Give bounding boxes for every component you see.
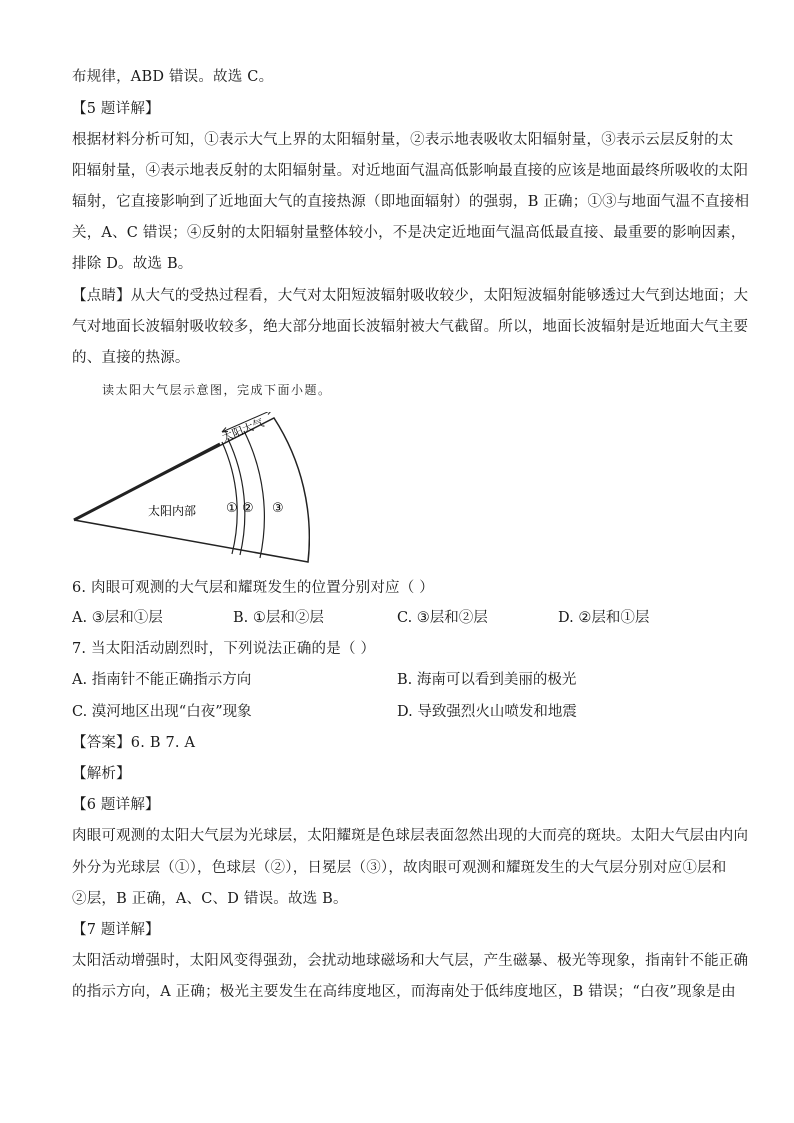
text-line: 气对地面长波辐射吸收较多，绝大部分地面长波辐射被大气截留。所以，地面长波辐射是近地面大气主要 [72, 319, 749, 335]
layer3-label: ③ [272, 501, 284, 516]
question-7-stem: 7. 当太阳活动剧烈时，下列说法正确的是（ ） [72, 641, 376, 657]
sun-atmosphere-diagram [70, 412, 310, 572]
q7-option-d: D. 导致强烈火山喷发和地震 [397, 704, 577, 720]
text-line: 外分为光球层（①），色球层（②），日冕层（③），故肉眼可观测和耀斑发生的大气层分别对应①层和 [72, 860, 727, 876]
diagram-intro: 读太阳大气层示意图，完成下面小题。 [102, 383, 332, 397]
section-heading: 【5 题详解】 [72, 101, 160, 117]
text-line: 太阳活动增强时，太阳风变得强劲，会扰动地球磁场和大气层，产生磁暴、极光等现象，指南针不能正确 [72, 953, 749, 969]
text-line: 辐射，它直接影响到了近地面大气的直接热源（即地面辐射）的强弱，B 正确；①③与地面气温不直接相 [72, 194, 750, 210]
text-line: 的、直接的热源。 [72, 350, 190, 366]
answer-line: 【答案】6. B 7. A [72, 735, 196, 751]
text-line: 布规律，ABD 错误。故选 C。 [72, 69, 274, 85]
section-heading: 【7 题详解】 [72, 922, 160, 938]
q7-option-c: C. 漠河地区出现“白夜”现象 [72, 704, 252, 720]
sun-wedge-outline [74, 418, 309, 562]
q6-option-a: A. ③层和①层 [72, 610, 163, 626]
interior-label: 太阳内部 [148, 504, 197, 518]
text-line: 关，A、C 错误；④反射的太阳辐射量整体较小，不是决定近地面气温高低最直接、最重要的影响因素， [72, 225, 746, 241]
analysis-heading: 【解析】 [72, 766, 131, 782]
text-line: 的指示方向，A 正确；极光主要发生在高纬度地区，而海南处于低纬度地区，B 错误；“白夜”现象是由 [72, 984, 736, 1000]
text-line: ②层，B 正确，A、C、D 错误。故选 B。 [72, 891, 348, 907]
layer3-arc [244, 431, 264, 558]
text-line: 排除 D。故选 B。 [72, 256, 193, 272]
q7-option-b: B. 海南可以看到美丽的极光 [397, 672, 577, 688]
text-line: 阳辐射量，④表示地表反射的太阳辐射量。对近地面气温高低影响最直接的应该是地面最终所吸收的太阳 [72, 163, 749, 179]
interior-boundary-line [74, 444, 220, 520]
text-line: 根据材料分析可知，①表示大气上界的太阳辐射量，②表示地表吸收太阳辐射量，③表示云层反射的太 [72, 132, 734, 148]
layer2-label: ② [242, 501, 254, 516]
text-line: 肉眼可观测的太阳大气层为光球层，太阳耀斑是色球层表面忽然出现的大而亮的斑块。太阳大气层由内向 [72, 828, 749, 844]
layer1-arc [222, 442, 237, 554]
layer1-label: ① [226, 501, 238, 516]
question-6-stem: 6. 肉眼可观测的大气层和耀斑发生的位置分别对应（ ） [72, 580, 434, 596]
q6-option-b: B. ①层和②层 [233, 610, 324, 626]
section-heading: 【6 题详解】 [72, 797, 160, 813]
q6-option-d: D. ②层和①层 [558, 610, 650, 626]
atmosphere-label: 太阳大气 [220, 416, 266, 445]
tip-line: 【点睛】从大气的受热过程看，大气对太阳短波辐射吸收较少，太阳短波辐射能够透过大气到达地面；大 [72, 288, 749, 304]
q7-option-a: A. 指南针不能正确指示方向 [72, 672, 252, 688]
q6-option-c: C. ③层和②层 [397, 610, 488, 626]
